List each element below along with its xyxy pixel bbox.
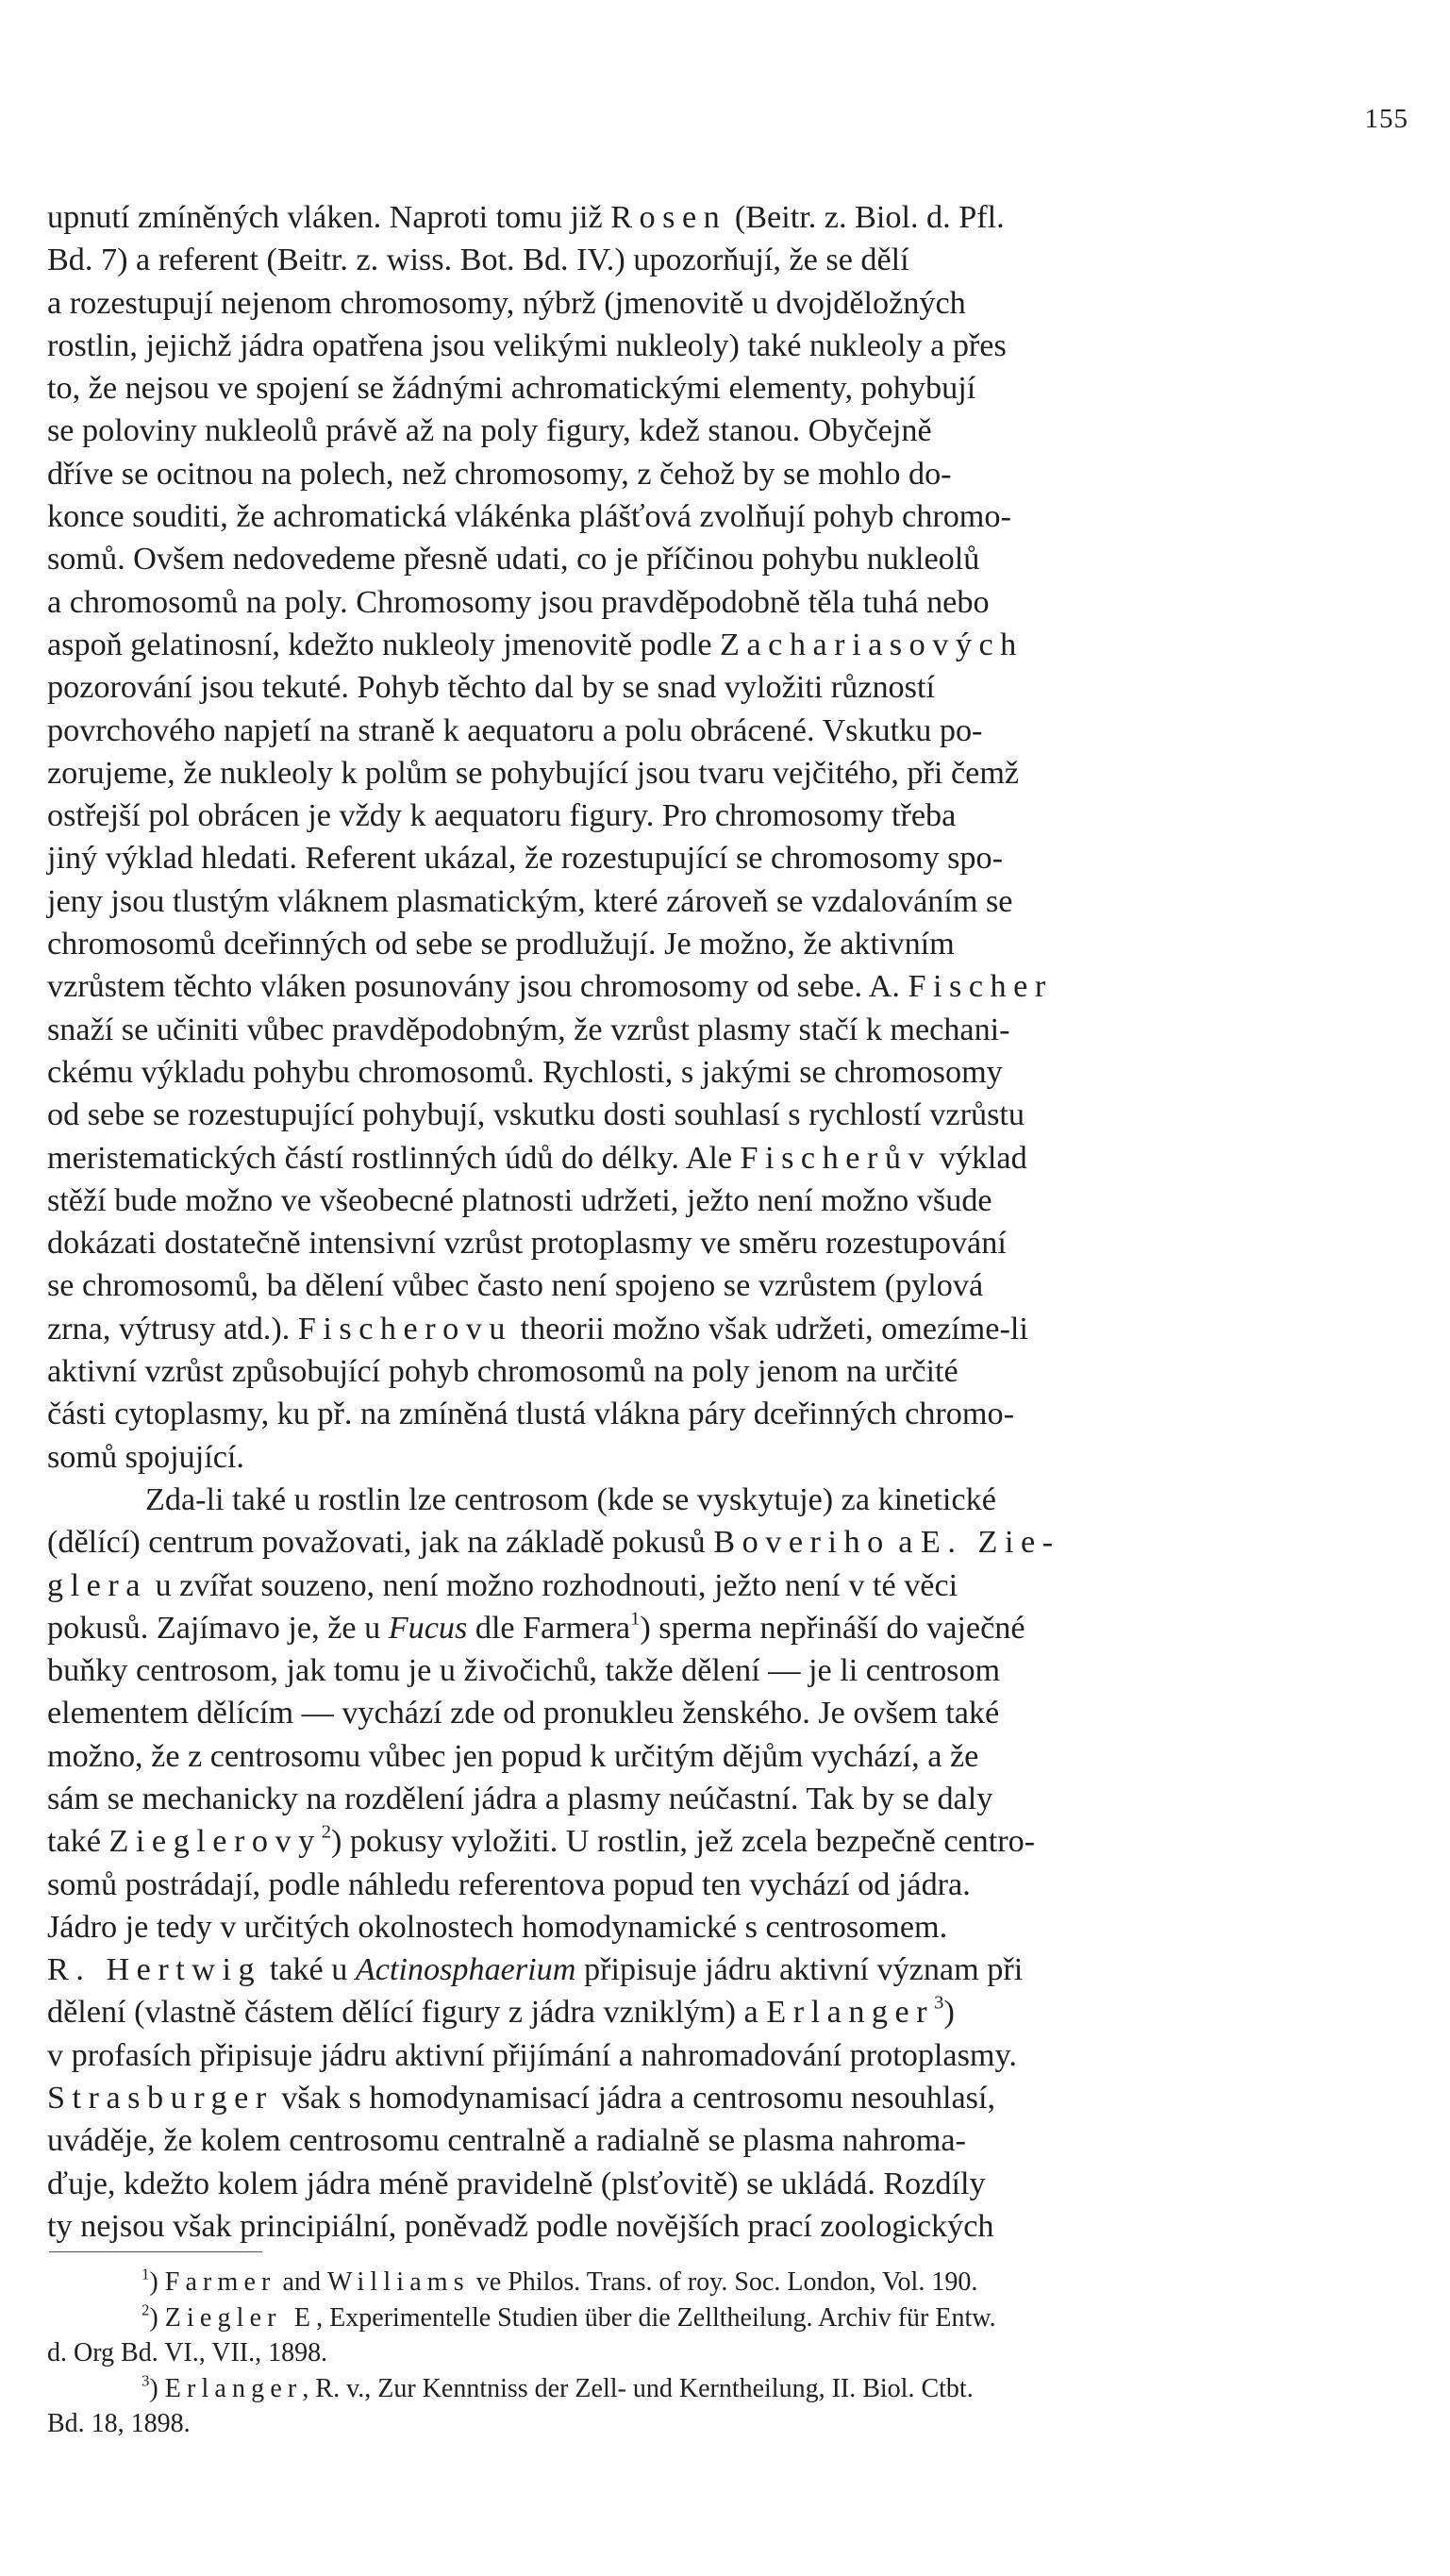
body-text: somů spojující.	[47, 1439, 244, 1475]
body-text: elementem dělícím — vychází zde od pronukleu ženského. Je ovšem také	[47, 1696, 1000, 1731]
body-line	[47, 453, 1402, 495]
body-line	[47, 282, 1402, 325]
body-text: snaží se učiniti vůbec pravděpodobným, že vzrůst plasmy stačí k mechani-	[47, 1012, 1010, 1047]
footnote-line	[47, 2300, 1402, 2336]
body-line	[47, 1094, 1402, 1136]
spaced-name: Erlanger	[766, 1995, 935, 2031]
body-text: sám se mechanicky na rozdělení jádra a plasmy neúčastní. Tak by se daly	[47, 1781, 993, 1816]
footnote-text: Bd. 18, 1898.	[47, 2409, 191, 2438]
body-text: aktivní vzrůst způsobující pohyb chromosomů na poly jenom na určité	[47, 1354, 958, 1390]
spaced-name: Farmer	[164, 2267, 276, 2297]
footnote-text: )	[149, 2302, 165, 2333]
body-line	[47, 1051, 1402, 1094]
body-text: Jádro je tedy v určitých okolnostech homodynamické s centrosomem.	[47, 1909, 948, 1945]
body-text: chromosomů dceřinných od sebe se prodlužují. Je možno, že aktivním	[47, 927, 955, 962]
body-text: zorujeme, že nukleoly k polům se pohybující jsou tvaru vejčitého, při čemž	[47, 755, 1020, 791]
footnote-text: d. Org Bd. VI., VII., 1898.	[47, 2338, 328, 2367]
body-line	[47, 1906, 1402, 1949]
spaced-name: Rosen	[610, 200, 727, 235]
footnote-text: )	[149, 2373, 165, 2403]
body-text: zrna, výtrusy atd.).	[47, 1311, 298, 1347]
body-line	[47, 581, 1402, 624]
body-text: ckému výkladu pohybu chromosomů. Rychlosti, s jakými se chromosomy	[47, 1054, 1003, 1090]
body-text: pokusů. Zajímavo je, že u	[47, 1610, 389, 1646]
body-text	[47, 196, 1402, 2248]
body-line	[47, 495, 1402, 538]
body-line	[47, 1350, 1402, 1393]
body-line	[47, 196, 1402, 239]
body-line	[47, 1649, 1402, 1692]
body-text: od sebe se rozestupující pohybují, vskutku dosti souhlasí s rychlostí vzrůstu	[47, 1097, 1025, 1133]
spaced-name: glera	[47, 1567, 147, 1603]
body-text: ty nejsou však principiální, poněvadž podle novějších prací zoologických	[47, 2208, 994, 2244]
body-line	[47, 410, 1402, 452]
body-line	[47, 1949, 1402, 1991]
body-line	[47, 1778, 1402, 1820]
body-line	[47, 1179, 1402, 1222]
spaced-name: Fischerův	[740, 1140, 932, 1176]
body-text: jeny jsou tlustým vláknem plasmatickým, které zároveň se vzdalováním se	[47, 883, 1013, 919]
body-text: konce souditi, že achromatická vlákénka plášťová zvolňují pohyb chromo-	[47, 499, 1011, 535]
body-text: (Beitr. z. Biol. d. Pfl.	[726, 200, 1005, 235]
body-text: se chromosomů, ba dělení vůbec často není spojeno se vzrůstem (pylová	[47, 1268, 984, 1304]
body-text: povrchového napjetí na straně k aequatoru a polu obrácené. Vskutku po-	[47, 712, 983, 748]
body-line	[47, 1308, 1402, 1350]
body-text: meristematických částí rostlinných údů do délky. Ale	[47, 1140, 741, 1176]
body-text: však s homodynamisací jádra a centrosomu nesouhlasí,	[273, 2081, 995, 2116]
body-text: somů. Ovšem nedovedeme přesně udati, co je příčinou pohybu nukleolů	[47, 542, 980, 577]
body-line	[47, 1607, 1402, 1649]
spaced-name: Erlanger	[164, 2373, 303, 2403]
footnote-text: , R. v., Zur Kenntniss der Zell- und Kerntheilung, II. Biol. Ctbt.	[302, 2373, 974, 2403]
footnote-rule	[49, 2251, 262, 2252]
body-text: Zda-li také u rostlin lze centrosom (kde se vyskytuje) za kinetické	[145, 1481, 996, 1517]
footnote-marker: 2	[142, 2300, 150, 2318]
footnote-text: )	[149, 2267, 165, 2297]
body-line	[47, 710, 1402, 752]
body-line	[47, 837, 1402, 879]
footnote-line	[47, 2406, 1402, 2442]
body-text: možno, že z centrosomu vůbec jen popud k určitým dějům vychází, a že	[47, 1738, 979, 1774]
body-text: připisuje jádru aktivní význam při	[575, 1952, 1024, 1988]
spaced-name: Zachariasových	[720, 627, 1024, 662]
body-line	[47, 1692, 1402, 1734]
body-line	[47, 1436, 1402, 1479]
spaced-name: R. Hertwig	[47, 1952, 262, 1988]
italic-term: Fucus	[388, 1610, 468, 1646]
page-number: 155	[1364, 104, 1408, 134]
body-text: rostlin, jejichž jádra opatřena jsou velikými nukleoly) také nukleoly a přes	[47, 327, 1007, 363]
body-text: pozorování jsou tekuté. Pohyb těchto dal by se snad vyložiti růzností	[47, 670, 935, 706]
body-text: ďuje, kdežto kolem jádra méně pravidelně (plsťovitě) se ukládá. Rozdíly	[47, 2166, 986, 2201]
footnote-marker: 1	[630, 1608, 641, 1630]
body-text: dělení (vlastně částem dělící figury z jádra vzniklým) a	[47, 1995, 767, 2031]
body-line	[47, 1521, 1402, 1564]
body-text: a rozestupují nejenom chromosomy, nýbrž (jmenovitě u dvojděložných	[47, 285, 966, 321]
body-line	[47, 239, 1402, 281]
body-line	[47, 2205, 1402, 2248]
body-text: uváděje, že kolem centrosomu centralně a radialně se plasma nahroma-	[47, 2123, 966, 2159]
body-line	[47, 666, 1402, 709]
spaced-name: Fischer	[908, 969, 1053, 1005]
body-line	[47, 965, 1402, 1008]
body-line	[47, 1564, 1402, 1607]
body-line	[47, 1009, 1402, 1051]
spaced-name: Fischerovu	[297, 1311, 512, 1347]
body-text: také	[47, 1824, 109, 1860]
body-line	[47, 795, 1402, 837]
body-line	[47, 367, 1402, 410]
spaced-name: Ziegler E	[164, 2302, 317, 2333]
footnote-line	[47, 2335, 1402, 2371]
body-text: se poloviny nukleolů právě až na poly figury, kdež stanou. Obyčejně	[47, 413, 932, 449]
body-text: jiný výklad hledati. Referent ukázal, že rozestupující se chromosomy spo-	[47, 841, 1003, 877]
body-text: části cytoplasmy, ku př. na zmíněná tlustá vlákna páry dceřinných chromo-	[47, 1397, 1014, 1432]
body-line	[47, 923, 1402, 965]
body-text: ostřejší pol obrácen je vždy k aequatoru figury. Pro chromosomy třeba	[47, 798, 957, 834]
body-text: theorii možno však udržeti, omezíme-li	[512, 1311, 1028, 1347]
spaced-name: Williams	[326, 2267, 470, 2297]
body-line	[47, 2077, 1402, 2119]
body-line	[47, 624, 1402, 666]
body-text: upnutí zmíněných vláken. Naproti tomu již	[47, 200, 611, 235]
footnote-text: ve Philos. Trans. of roy. Soc. London, Vol. 190.	[469, 2267, 978, 2297]
spaced-name: E. Zie-	[921, 1525, 1060, 1561]
body-text: také u	[261, 1952, 356, 1988]
body-line	[47, 1864, 1402, 1906]
footnote-text: , Experimentelle Studien über die Zelltheilung. Archiv für Entw.	[316, 2302, 996, 2333]
spaced-name: Strasburger	[47, 2081, 274, 2116]
spaced-name: Boveriho	[713, 1525, 891, 1561]
body-line	[47, 1222, 1402, 1264]
body-line	[47, 1991, 1402, 2033]
footnote-marker: 2	[321, 1821, 331, 1843]
footnote-marker: 1	[142, 2265, 150, 2283]
body-text: )	[943, 1995, 955, 2031]
body-line	[47, 1735, 1402, 1778]
footnote-marker: 3	[142, 2370, 150, 2389]
footnote-marker: 3	[934, 1993, 944, 2015]
body-text: somů postrádají, podle náhledu referentova popud ten vychází od jádra.	[47, 1866, 971, 1902]
body-text: dokázati dostatečně intensivní vzrůst protoplasmy ve směru rozestupování	[47, 1226, 1007, 1262]
body-text: buňky centrosom, jak tomu je u živočichů, takže dělení — je li centrosom	[47, 1653, 1001, 1689]
body-text: (dělící) centrum považovati, jak na základě pokusů	[47, 1525, 714, 1561]
body-line	[47, 1393, 1402, 1435]
body-line	[47, 1264, 1402, 1307]
body-line	[47, 1820, 1402, 1863]
body-text: Bd. 7) a referent (Beitr. z. wiss. Bot. Bd. IV.) upozorňují, že se dělí	[47, 243, 909, 278]
body-text: ) sperma nepřináší do vaječné	[640, 1610, 1025, 1646]
body-text: to, že nejsou ve spojení se žádnými achromatickými elementy, pohybují	[47, 371, 976, 407]
body-text: u zvířat souzeno, není možno rozhodnouti, ježto není v té věci	[146, 1567, 958, 1603]
spaced-name: Zieglerovy	[108, 1824, 322, 1860]
body-line	[47, 880, 1402, 923]
footnotes	[47, 2265, 1402, 2442]
body-text: dříve se ocitnou na polech, než chromosomy, z čehož by se mohlo do-	[47, 456, 952, 492]
body-text: a	[890, 1525, 921, 1561]
body-text: aspoň gelatinosní, kdežto nukleoly jmenovitě podle	[47, 627, 721, 662]
body-text: a chromosomů na poly. Chromosomy jsou pravděpodobně těla tuhá nebo	[47, 584, 990, 620]
body-line	[47, 2034, 1402, 2077]
footnote-line	[47, 2265, 1402, 2300]
body-line	[47, 325, 1402, 367]
body-line	[47, 538, 1402, 580]
body-line	[47, 752, 1402, 795]
italic-term: Actinosphaerium	[355, 1952, 576, 1988]
body-text: v profasích připisuje jádru aktivní přijímání a nahromadování protoplasmy.	[47, 2037, 1017, 2073]
body-text: dle Farmera	[467, 1610, 631, 1646]
body-line	[47, 1479, 1402, 1521]
body-text: ) pokusy vyložiti. U rostlin, jež zcela bezpečně centro-	[331, 1824, 1036, 1860]
body-text: stěží bude možno ve všeobecné platnosti udržeti, ježto není možno všude	[47, 1182, 992, 1218]
body-text: vzrůstem těchto vláken posunovány jsou chromosomy od sebe. A.	[47, 969, 908, 1005]
body-line	[47, 2163, 1402, 2205]
footnote-line	[47, 2371, 1402, 2407]
footnote-text: and	[275, 2267, 327, 2297]
body-text: výklad	[931, 1140, 1027, 1176]
body-line	[47, 1137, 1402, 1179]
body-line	[47, 2119, 1402, 2162]
